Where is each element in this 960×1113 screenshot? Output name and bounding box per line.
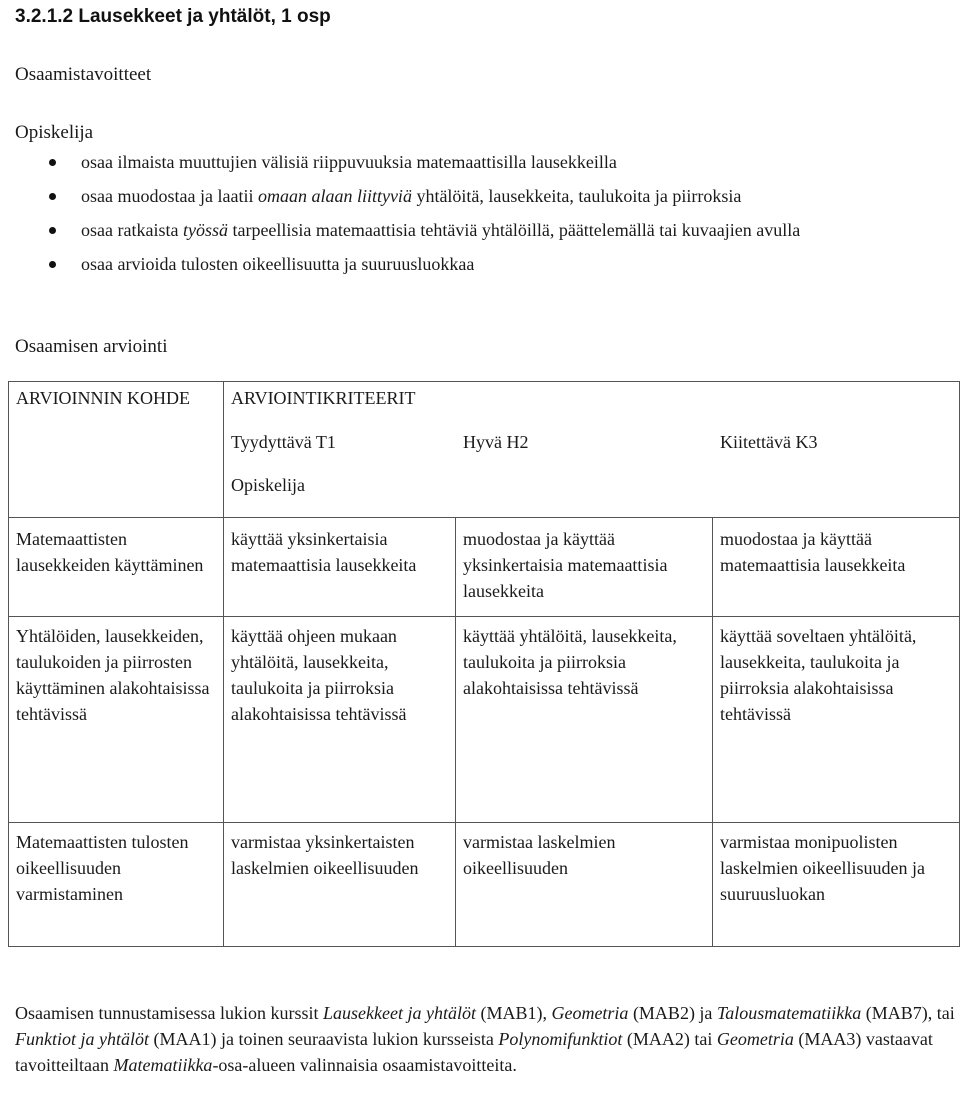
course-name: Polynomifunktiot [498, 1029, 623, 1049]
bullet-icon [49, 261, 56, 268]
note-text: (MAA3) vastaavat tavoitteiltaan [15, 1029, 933, 1075]
row-t1: käyttää yksinkertaisia matemaattisia lausekkeita [224, 518, 456, 617]
row-k3: muodostaa ja käyttää matemaattisia lausekkeita [713, 518, 960, 617]
objective-text: osaa muodostaa ja laatii [81, 186, 258, 206]
level-k3: Kiitettävä K3 [720, 432, 818, 452]
row-h2: käyttää yhtälöitä, lausekkeita, taulukoita ja piirroksia alakohtaisissa tehtävissä [456, 617, 713, 823]
criteria-header-cell [224, 382, 960, 518]
table-row [9, 823, 960, 947]
course-name: Talousmatematiikka [716, 1003, 862, 1023]
table-learner-label: Opiskelija [231, 475, 305, 495]
target-header: ARVIOINNIN KOHDE [9, 382, 224, 518]
row-t1: varmistaa yksinkertaisten laskelmien oikeellisuuden [224, 823, 456, 947]
row-target: Matemaattisten lausekkeiden käyttäminen [9, 518, 224, 617]
level-row [231, 411, 953, 455]
objective-text: tarpeellisia matemaattisia tehtäviä yhtälöillä, päättelemällä tai kuvaajien avulla [227, 220, 801, 240]
bullet-icon [49, 193, 56, 200]
objective-item [0, 254, 800, 288]
row-h2: muodostaa ja käyttää yksinkertaisia matemaattisia lausekkeita [456, 518, 713, 617]
course-name: Geometria [716, 1029, 794, 1049]
note-text: Osaamisen tunnustamisessa lukion kurssit [15, 1003, 323, 1023]
section-heading: 3.2.1.2 Lausekkeet ja yhtälöt, 1 osp [15, 6, 331, 27]
learner-label: Opiskelija [15, 122, 94, 143]
objective-item [0, 220, 800, 254]
objective-text: osaa ratkaista [81, 220, 183, 240]
row-t1: käyttää ohjeen mukaan yhtälöitä, lausekkeita, taulukoita ja piirroksia alakohtaisissa tehtävissä [224, 617, 456, 823]
recognition-note [15, 1000, 955, 1078]
level-h2: Hyvä H2 [463, 432, 529, 452]
row-target: Matemaattisten tulosten oikeellisuuden varmistaminen [9, 823, 224, 947]
row-target: Yhtälöiden, lausekkeiden, taulukoiden ja piirrosten käyttäminen alakohtaisissa tehtävissä [9, 617, 224, 823]
note-text: (MAB1), [475, 1003, 552, 1023]
bullet-icon [49, 227, 56, 234]
objective-text: yhtälöitä, lausekkeita, taulukoita ja piirroksia [411, 186, 742, 206]
assessment-label: Osaamisen arviointi [15, 336, 168, 357]
row-k3: varmistaa monipuolisten laskelmien oikeellisuuden ja suuruusluokan [713, 823, 960, 947]
objective-item [0, 186, 800, 220]
objectives-list [0, 152, 800, 288]
table-row [9, 617, 960, 823]
course-name: Matematiikka [113, 1055, 213, 1075]
note-text: (MAA1) ja toinen seuraavista lukion kursseista [148, 1029, 499, 1049]
objective-text: omaan alaan liittyviä [257, 186, 412, 206]
objective-text: osaa ilmaista muuttujien välisiä riippuvuuksia matemaattisilla lausekkeilla [81, 152, 617, 172]
course-name: Geometria [551, 1003, 629, 1023]
objective-text: osaa arvioida tulosten oikeellisuutta ja suuruusluokkaa [81, 254, 475, 274]
course-name: Funktiot ja yhtälöt [15, 1029, 149, 1049]
note-text: -osa-alueen valinnaisia osaamistavoitteita. [212, 1055, 517, 1075]
note-text: (MAB7), tai [861, 1003, 955, 1023]
objectives-label: Osaamistavoitteet [15, 64, 152, 85]
row-k3: käyttää soveltaen yhtälöitä, lausekkeita, taulukoita ja piirroksia alakohtaisissa tehtävissä [713, 617, 960, 823]
course-name: Lausekkeet ja yhtälöt [322, 1003, 476, 1023]
table-row [9, 518, 960, 617]
row-h2: varmistaa laskelmien oikeellisuuden [456, 823, 713, 947]
assessment-table [8, 381, 960, 947]
bullet-icon [49, 159, 56, 166]
note-text: (MAA2) tai [622, 1029, 717, 1049]
header-row [9, 382, 960, 518]
criteria-header: ARVIOINTIKRITEERIT [231, 388, 416, 408]
level-t1: Tyydyttävä T1 [231, 432, 336, 452]
objective-text: työssä [182, 220, 228, 240]
note-text: (MAB2) ja [628, 1003, 717, 1023]
objective-item [0, 152, 800, 186]
